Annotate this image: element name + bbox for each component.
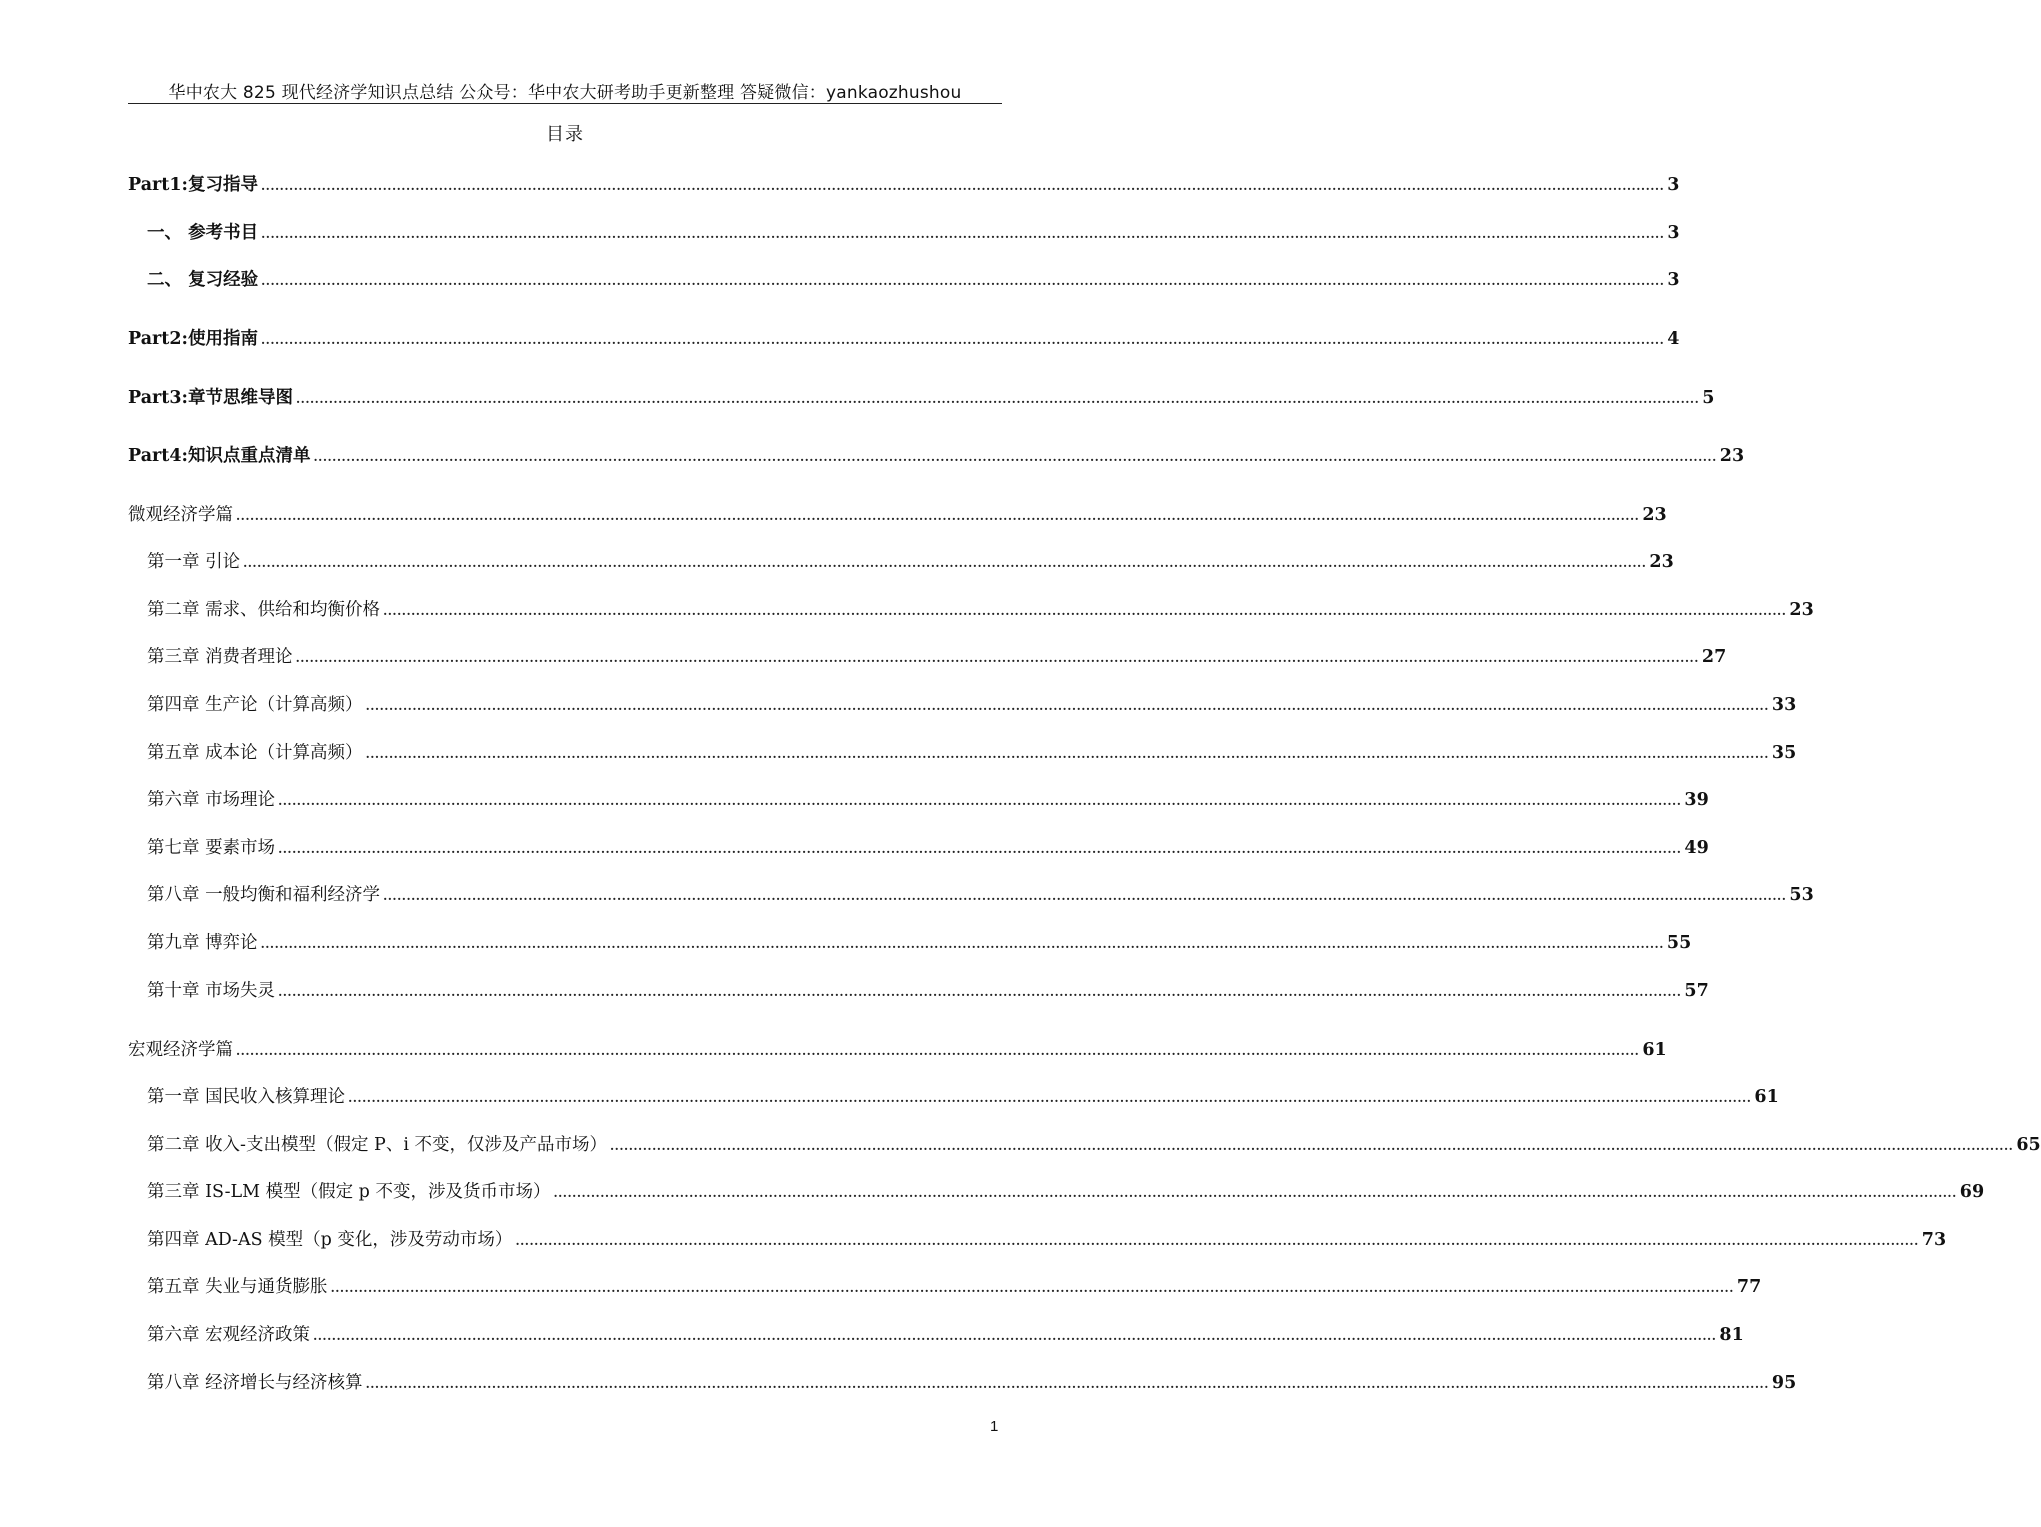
toc-entry-page: 23: [1649, 552, 1674, 572]
dot-leader: ............................................................................................................................................................................................................................................................................................................: [236, 1044, 1640, 1058]
dot-leader: ............................................................................................................................................................................................................................................................................................................: [260, 937, 1664, 951]
toc-entry-macroeconomics[interactable]: [128, 1036, 1667, 1064]
toc-entry-page: 33: [1771, 695, 1797, 715]
toc-entry-macro-ch4[interactable]: [147, 1226, 1947, 1254]
toc-entry-page: 55: [1666, 933, 1692, 953]
toc-entry-page: 61: [1642, 1040, 1667, 1060]
toc-entry-part3[interactable]: [128, 384, 1715, 412]
dot-leader: ............................................................................................................................................................................................................................................................................................................: [313, 1329, 1717, 1343]
toc-entry-micro-ch8[interactable]: [147, 881, 1814, 909]
toc-entry-page: 53: [1789, 885, 1814, 905]
toc-entry-macro-ch1[interactable]: [147, 1083, 1779, 1111]
toc-entry-label: 二、 复习经验: [147, 270, 259, 290]
dot-leader: ............................................................................................................................................................................................................................................................................................................: [348, 1091, 1752, 1105]
toc-entry-label: 第四章 生产论（计算高频）: [147, 695, 363, 715]
toc-entry-micro-ch7[interactable]: [147, 834, 1709, 862]
page-header: 华中农大 825 现代经济学知识点总结 公众号：华中农大研考助手更新整理 答疑微信：yankaozhushou: [168, 83, 962, 103]
toc-entry-label: 第六章 宏观经济政策: [147, 1325, 311, 1345]
toc-entry-page: 23: [1642, 505, 1667, 525]
dot-leader: ............................................................................................................................................................................................................................................................................................................: [609, 1139, 2014, 1153]
toc-entry-label: 第六章 市场理论: [147, 790, 276, 810]
toc-entry-label: 第五章 成本论（计算高频）: [147, 743, 363, 763]
dot-leader: ............................................................................................................................................................................................................................................................................................................: [243, 556, 1647, 570]
toc-entry-macro-ch3[interactable]: [147, 1178, 1985, 1206]
toc-entry-page: 65: [2016, 1135, 2041, 1155]
dot-leader: ............................................................................................................................................................................................................................................................................................................: [330, 1281, 1734, 1295]
toc-entry-label: 第十章 市场失灵: [147, 981, 276, 1001]
toc-entry-label: 一、 参考书目: [147, 223, 259, 243]
dot-leader: ............................................................................................................................................................................................................................................................................................................: [236, 509, 1640, 523]
dot-leader: ............................................................................................................................................................................................................................................................................................................: [365, 1377, 1769, 1391]
toc-entry-label: Part2:使用指南: [128, 329, 258, 349]
toc-entry-label: 宏观经济学篇: [128, 1040, 233, 1060]
dot-leader: ............................................................................................................................................................................................................................................................................................................: [295, 651, 1699, 665]
toc-entry-page: 3: [1667, 270, 1680, 290]
toc-entry-page: 3: [1667, 175, 1680, 195]
toc-entry-part4[interactable]: [128, 442, 1745, 470]
toc-entry-macro-ch5[interactable]: [147, 1273, 1762, 1301]
toc-entry-label: 微观经济学篇: [128, 505, 233, 525]
toc-entry-micro-ch2[interactable]: [147, 596, 1814, 624]
dot-leader: ............................................................................................................................................................................................................................................................................................................: [295, 392, 1700, 406]
toc-entry-page: 27: [1701, 647, 1727, 667]
toc-entry-page: 73: [1921, 1230, 1947, 1250]
toc-entry-macro-ch2[interactable]: [147, 1131, 2041, 1159]
dot-leader: ............................................................................................................................................................................................................................................................................................................: [278, 985, 1682, 999]
toc-entry-page: 81: [1719, 1325, 1744, 1345]
dot-leader: ............................................................................................................................................................................................................................................................................................................: [261, 274, 1665, 288]
toc-entry-page: 39: [1684, 790, 1709, 810]
dot-leader: ............................................................................................................................................................................................................................................................................................................: [515, 1234, 1919, 1248]
toc-entry-page: 49: [1684, 838, 1709, 858]
toc-entry-label: 第八章 经济增长与经济核算: [147, 1373, 363, 1393]
toc-entry-label: 第五章 失业与通货膨胀: [147, 1277, 328, 1297]
toc-entry-label: 第八章 一般均衡和福利经济学: [147, 885, 381, 905]
toc-entry-page: 3: [1667, 223, 1680, 243]
dot-leader: ............................................................................................................................................................................................................................................................................................................: [383, 604, 1787, 618]
toc-entry-page: 57: [1684, 981, 1709, 1001]
dot-leader: ............................................................................................................................................................................................................................................................................................................: [365, 747, 1769, 761]
toc-entry-label: 第一章 引论: [147, 552, 241, 572]
toc-entry-part2[interactable]: [128, 325, 1680, 353]
toc-entry-page: 4: [1667, 329, 1680, 349]
toc-title: 目录: [546, 124, 584, 145]
toc-entry-macro-ch6[interactable]: [147, 1321, 1744, 1349]
toc-entry-page: 23: [1719, 446, 1745, 466]
toc-entry-micro-ch3[interactable]: [147, 643, 1727, 671]
dot-leader: ............................................................................................................................................................................................................................................................................................................: [313, 450, 1717, 464]
toc-entry-page: 35: [1771, 743, 1797, 763]
toc-entry-micro-ch9[interactable]: [147, 929, 1692, 957]
toc-entry-label: Part3:章节思维导图: [128, 388, 293, 408]
toc-entry-page: 95: [1771, 1373, 1797, 1393]
toc-entry-micro-ch4[interactable]: [147, 691, 1797, 719]
toc-entry-micro-ch1[interactable]: [147, 548, 1674, 576]
dot-leader: ............................................................................................................................................................................................................................................................................................................: [261, 227, 1665, 241]
dot-leader: ............................................................................................................................................................................................................................................................................................................: [260, 333, 1665, 347]
toc-entry-page: 61: [1754, 1087, 1779, 1107]
toc-entry-label: 第一章 国民收入核算理论: [147, 1087, 346, 1107]
dot-leader: ............................................................................................................................................................................................................................................................................................................: [260, 179, 1665, 193]
toc-entry-micro-ch6[interactable]: [147, 786, 1709, 814]
dot-leader: ............................................................................................................................................................................................................................................................................................................: [278, 794, 1682, 808]
toc-entry-macro-ch8[interactable]: [147, 1369, 1797, 1397]
toc-entry-label: Part1:复习指导: [128, 175, 258, 195]
dot-leader: ............................................................................................................................................................................................................................................................................................................: [365, 699, 1769, 713]
toc-entry-micro-ch10[interactable]: [147, 977, 1709, 1005]
toc-entry-page: 23: [1789, 600, 1814, 620]
toc-entry-label: 第二章 收入-支出模型（假定 P、i 不变，仅涉及产品市场）: [147, 1135, 607, 1155]
toc-entry-page: 77: [1736, 1277, 1762, 1297]
toc-entry-label: 第三章 IS-LM 模型（假定 p 不变，涉及货币市场）: [147, 1182, 551, 1202]
dot-leader: ............................................................................................................................................................................................................................................................................................................: [383, 889, 1787, 903]
toc-entry-microeconomics[interactable]: [128, 501, 1667, 529]
page-number: 1: [990, 1418, 999, 1435]
toc-entry-page: 5: [1702, 388, 1715, 408]
toc-entry-label: 第三章 消费者理论: [147, 647, 293, 667]
toc-entry-label: 第四章 AD-AS 模型（p 变化，涉及劳动市场）: [147, 1230, 513, 1250]
toc-entry-label: 第二章 需求、供给和均衡价格: [147, 600, 381, 620]
toc-entry-page: 69: [1959, 1182, 1985, 1202]
toc-entry-label: Part4:知识点重点清单: [128, 446, 311, 466]
dot-leader: ............................................................................................................................................................................................................................................................................................................: [553, 1186, 1957, 1200]
toc-entry-review-experience[interactable]: [147, 266, 1680, 294]
dot-leader: ............................................................................................................................................................................................................................................................................................................: [278, 842, 1682, 856]
toc-entry-micro-ch5[interactable]: [147, 739, 1797, 767]
toc-entry-label: 第七章 要素市场: [147, 838, 276, 858]
toc-entry-label: 第九章 博弈论: [147, 933, 258, 953]
toc-entry-reference-books[interactable]: [147, 219, 1680, 247]
toc-entry-part1[interactable]: [128, 171, 1680, 199]
